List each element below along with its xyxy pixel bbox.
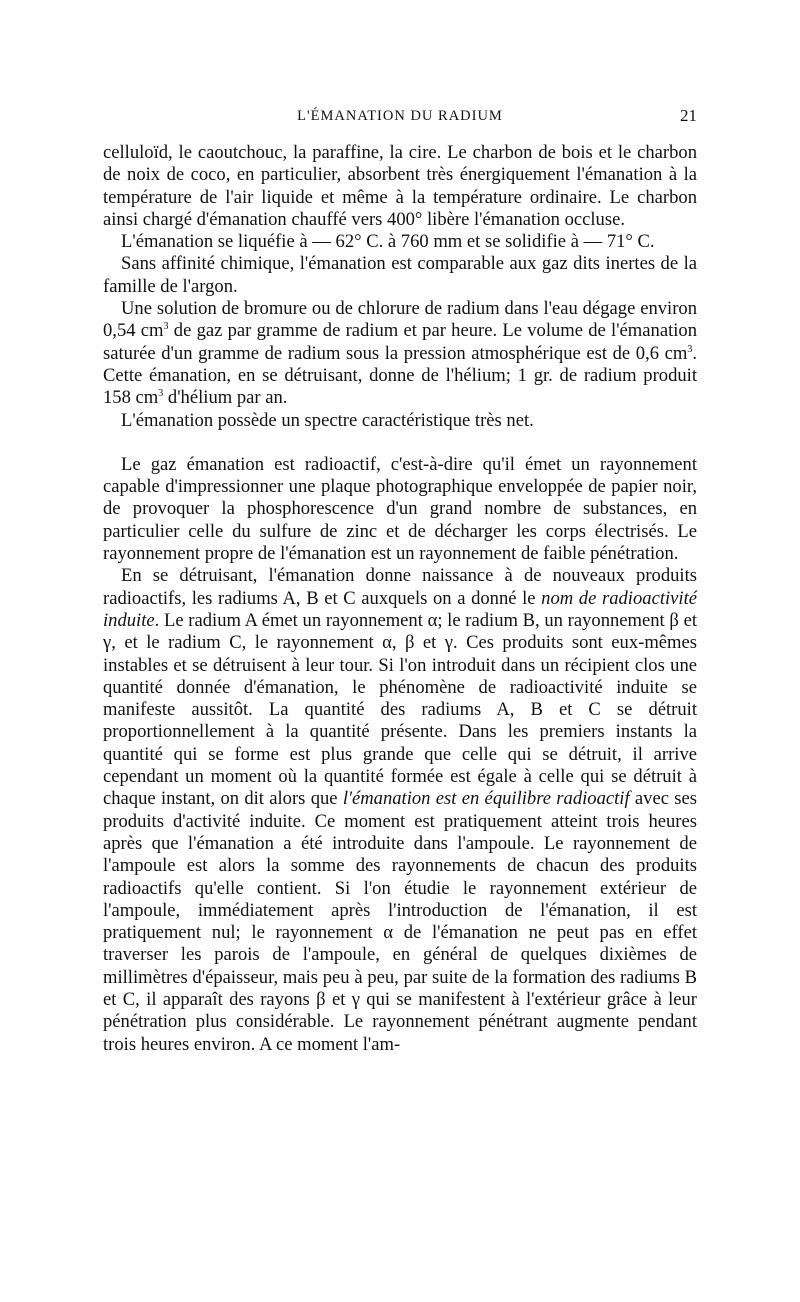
running-title: L'ÉMANATION DU RADIUM bbox=[297, 108, 503, 124]
italic-term-induced-radioactivity: nom de radioactivité induite bbox=[103, 587, 697, 631]
paragraph-7-text-a: En se détruisant, l'émanation donne naissance à de nouveaux produits radioactifs, les radiums A, B et C auxquels on a donné le bbox=[103, 565, 697, 609]
paragraph-4-text-d: d'hélium par an. bbox=[163, 387, 288, 409]
superscript-cube: 3 bbox=[163, 321, 169, 333]
paragraph-2: L'émanation se liquéfie à — 62° C. à 760 mm et se solidifie à — 71° C. bbox=[121, 231, 655, 253]
paragraph-3: Sans affinité chimique, l'émanation est comparable aux gaz dits inertes de la famille de l'argon. bbox=[103, 253, 697, 297]
paragraph-4-text-a: Une solution de bromure ou de chlorure de radium dans l'eau dégage environ 0,54 cm bbox=[103, 298, 697, 342]
paragraph-7-text-b: . Le radium A émet un rayonnement α; le radium B, un rayonnement β et γ, et le radium C, le rayonnement α, β et γ. Ces produits sont eux-mêmes instables et se détruisent à leur tour. Si l'on introduit dans un récipient clos une quantité donnée d'émanation, le phénomène de radioactivité induite se manifeste aussitôt. La quantité des radiums A, B et C se détruit proportionnellement à la quantité présente. Dans les premiers instants la quantité qui se forme est plus grande que celle qui se détruit, il arrive cependant un moment où la quantité formée est égale à celle qui se détruit à chaque instant, on dit alors que bbox=[103, 609, 697, 810]
paragraph-4-text-b: de gaz par gramme de radium et par heure. Le volume de l'émanation saturée d'un gramme de radium sous la pression atmosphérique est de 0,6 cm bbox=[103, 320, 698, 364]
superscript-cube: 3 bbox=[158, 388, 164, 400]
paragraph-7 bbox=[103, 565, 697, 1056]
page-number: 21 bbox=[680, 106, 697, 125]
paragraph-7-text-c: avec ses produits d'activité induite. Ce moment est pratiquement atteint trois heures après que l'émanation a été introduite dans l'ampoule. Le rayonnement de l'ampoule est alors la somme des rayonnements de chacun des produits radioactifs qu'elle contient. Si l'on étudie le rayonnement extérieur de l'ampoule, immédiatement après l'introduction de l'émanation, il est pratiquement nul; le rayonnement α de l'émanation ne peut pas en effet traverser les parois de l'ampoule, en général de quelques dixièmes de millimètres d'épaisseur, mais peu à peu, par suite de la formation des radiums B et C, il apparaît des rayons β et γ qui se manifestent à l'extérieur grâce à leur pénétration plus considérable. Le rayonnement pénétrant augmente pendant trois heures environ. A ce moment l'am- bbox=[103, 788, 698, 1055]
superscript-cube: 3 bbox=[687, 343, 693, 355]
paragraph-4 bbox=[103, 298, 697, 409]
italic-term-radioactive-equilibrium: l'émanation est en équilibre radioactif bbox=[342, 788, 630, 810]
paragraph-5: L'émanation possède un spectre caractéristique très net. bbox=[121, 409, 534, 431]
page-header bbox=[103, 106, 697, 132]
section-gap bbox=[103, 432, 697, 454]
body-text bbox=[103, 142, 697, 1056]
paragraph-1: celluloïd, le caoutchouc, la paraffine, la cire. Le charbon de bois et le charbon de noix de coco, en particulier, absorbent très énergiquement l'émanation à la température de l'air liquide et même à la température ordinaire. Le charbon ainsi chargé d'émanation chauffé vers 400° libère l'émanation occluse. bbox=[103, 142, 697, 230]
paragraph-6: Le gaz émanation est radioactif, c'est-à-dire qu'il émet un rayonnement capable d'impressionner une plaque photographique enveloppée de papier noir, de provoquer la phosphorescence d'un grand nombre de substances, en particulier celle du sulfure de zinc et de décharger les corps électrisés. Le rayonnement propre de l'émanation est un rayonnement de faible pénétration. bbox=[103, 453, 697, 565]
paragraph-4-text-c: . Cette émanation, en se détruisant, donne de l'hélium; 1 gr. de radium produit 158 cm bbox=[103, 342, 697, 409]
